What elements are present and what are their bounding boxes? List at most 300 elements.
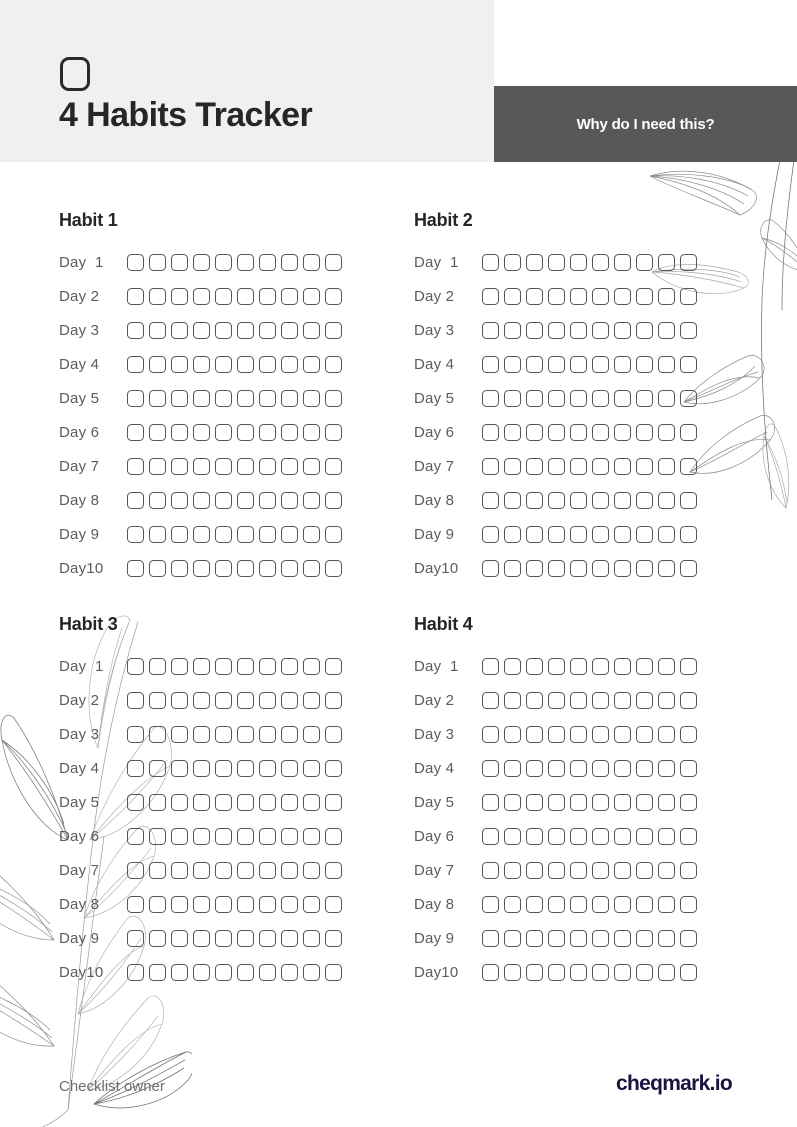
checkbox[interactable] [325, 658, 342, 675]
checkbox[interactable] [680, 390, 697, 407]
checkbox[interactable] [526, 930, 543, 947]
checkbox[interactable] [570, 930, 587, 947]
checkbox[interactable] [193, 458, 210, 475]
checkbox[interactable] [482, 726, 499, 743]
checkbox[interactable] [303, 896, 320, 913]
checkbox[interactable] [215, 492, 232, 509]
checkbox[interactable] [149, 526, 166, 543]
checkbox[interactable] [482, 288, 499, 305]
checkbox[interactable] [193, 424, 210, 441]
checkbox[interactable] [127, 526, 144, 543]
checkbox[interactable] [303, 828, 320, 845]
checkbox[interactable] [548, 794, 565, 811]
checkbox[interactable] [680, 458, 697, 475]
checkbox[interactable] [504, 356, 521, 373]
checkbox[interactable] [526, 692, 543, 709]
checkbox[interactable] [325, 492, 342, 509]
checkbox[interactable] [636, 254, 653, 271]
checkbox[interactable] [127, 760, 144, 777]
checkbox[interactable] [193, 964, 210, 981]
checkbox[interactable] [259, 526, 276, 543]
checkbox[interactable] [303, 658, 320, 675]
checkbox[interactable] [127, 390, 144, 407]
checkbox[interactable] [171, 658, 188, 675]
checkbox[interactable] [237, 726, 254, 743]
checkbox[interactable] [636, 862, 653, 879]
checkbox[interactable] [548, 726, 565, 743]
checkbox[interactable] [570, 658, 587, 675]
checkbox[interactable] [127, 560, 144, 577]
checkbox[interactable] [215, 794, 232, 811]
checkbox[interactable] [504, 322, 521, 339]
checkbox[interactable] [504, 560, 521, 577]
checkbox[interactable] [548, 322, 565, 339]
checkbox[interactable] [193, 760, 210, 777]
checkbox[interactable] [526, 492, 543, 509]
checkbox[interactable] [680, 692, 697, 709]
checkbox[interactable] [325, 930, 342, 947]
checkbox[interactable] [548, 862, 565, 879]
checkbox[interactable] [658, 322, 675, 339]
checkbox[interactable] [482, 492, 499, 509]
checkbox[interactable] [237, 964, 254, 981]
checkbox[interactable] [237, 288, 254, 305]
checkbox[interactable] [325, 760, 342, 777]
checkbox[interactable] [193, 930, 210, 947]
checkbox[interactable] [680, 322, 697, 339]
checkbox[interactable] [482, 760, 499, 777]
checkbox[interactable] [570, 828, 587, 845]
checkbox[interactable] [193, 356, 210, 373]
checkbox[interactable] [570, 458, 587, 475]
checkbox[interactable] [636, 356, 653, 373]
checkbox[interactable] [614, 458, 631, 475]
checkbox[interactable] [303, 492, 320, 509]
checkbox[interactable] [592, 862, 609, 879]
checkbox[interactable] [526, 356, 543, 373]
checkbox[interactable] [171, 828, 188, 845]
checkbox[interactable] [614, 356, 631, 373]
checkbox[interactable] [127, 862, 144, 879]
checkbox[interactable] [680, 526, 697, 543]
checkbox[interactable] [325, 964, 342, 981]
checkbox[interactable] [325, 458, 342, 475]
checkbox[interactable] [237, 896, 254, 913]
checkbox[interactable] [325, 560, 342, 577]
checkbox[interactable] [237, 828, 254, 845]
checkbox[interactable] [325, 862, 342, 879]
checkbox[interactable] [548, 458, 565, 475]
checkbox[interactable] [149, 930, 166, 947]
checkbox[interactable] [193, 828, 210, 845]
checkbox[interactable] [592, 356, 609, 373]
why-do-i-need-this-button[interactable]: Why do I need this? [494, 86, 797, 162]
checkbox[interactable] [215, 692, 232, 709]
checkbox[interactable] [215, 560, 232, 577]
checkbox[interactable] [193, 390, 210, 407]
checkbox[interactable] [127, 794, 144, 811]
checkbox[interactable] [215, 760, 232, 777]
checkbox[interactable] [592, 930, 609, 947]
checkbox[interactable] [526, 658, 543, 675]
checkbox[interactable] [570, 560, 587, 577]
checkbox[interactable] [259, 726, 276, 743]
checkbox[interactable] [680, 424, 697, 441]
checkbox[interactable] [592, 492, 609, 509]
checkbox[interactable] [482, 692, 499, 709]
checkbox[interactable] [504, 288, 521, 305]
checkbox[interactable] [149, 288, 166, 305]
checkbox[interactable] [127, 930, 144, 947]
checkbox[interactable] [614, 560, 631, 577]
checkbox[interactable] [215, 964, 232, 981]
checkbox[interactable] [237, 322, 254, 339]
checkbox[interactable] [215, 828, 232, 845]
checkbox[interactable] [171, 526, 188, 543]
checkbox[interactable] [680, 964, 697, 981]
checkbox[interactable] [149, 726, 166, 743]
checkbox[interactable] [237, 794, 254, 811]
checkbox[interactable] [658, 424, 675, 441]
checkbox[interactable] [171, 862, 188, 879]
checkbox[interactable] [636, 930, 653, 947]
checkbox[interactable] [570, 288, 587, 305]
checkbox[interactable] [636, 526, 653, 543]
checkbox[interactable] [193, 526, 210, 543]
checkbox[interactable] [149, 692, 166, 709]
checkbox[interactable] [325, 254, 342, 271]
checkbox[interactable] [281, 828, 298, 845]
checkbox[interactable] [281, 862, 298, 879]
checkbox[interactable] [636, 828, 653, 845]
checkbox[interactable] [127, 692, 144, 709]
checkbox[interactable] [614, 862, 631, 879]
checkbox[interactable] [281, 560, 298, 577]
checkbox[interactable] [592, 424, 609, 441]
checkbox[interactable] [636, 288, 653, 305]
checkbox[interactable] [171, 254, 188, 271]
checkbox[interactable] [259, 692, 276, 709]
checkbox[interactable] [482, 424, 499, 441]
checkbox[interactable] [614, 288, 631, 305]
checkbox[interactable] [171, 794, 188, 811]
checkbox[interactable] [127, 492, 144, 509]
checkbox[interactable] [570, 322, 587, 339]
checkbox[interactable] [281, 794, 298, 811]
checkbox[interactable] [636, 896, 653, 913]
checkbox[interactable] [482, 356, 499, 373]
checkbox[interactable] [193, 896, 210, 913]
checkbox[interactable] [259, 930, 276, 947]
checkbox[interactable] [237, 862, 254, 879]
checkbox[interactable] [658, 726, 675, 743]
checkbox[interactable] [303, 726, 320, 743]
checkbox[interactable] [658, 254, 675, 271]
checkbox[interactable] [171, 964, 188, 981]
checkbox[interactable] [281, 390, 298, 407]
checkbox[interactable] [614, 424, 631, 441]
checkbox[interactable] [548, 896, 565, 913]
checkbox[interactable] [658, 356, 675, 373]
checkbox[interactable] [303, 930, 320, 947]
checkbox[interactable] [149, 390, 166, 407]
checkbox[interactable] [592, 458, 609, 475]
checkbox[interactable] [526, 288, 543, 305]
checkbox[interactable] [570, 896, 587, 913]
checkbox[interactable] [482, 964, 499, 981]
checkbox[interactable] [171, 458, 188, 475]
checkbox[interactable] [127, 322, 144, 339]
checkbox[interactable] [570, 760, 587, 777]
checkbox[interactable] [614, 254, 631, 271]
checkbox[interactable] [680, 492, 697, 509]
checkbox[interactable] [303, 254, 320, 271]
checkbox[interactable] [215, 930, 232, 947]
checkbox[interactable] [614, 390, 631, 407]
checkbox[interactable] [303, 760, 320, 777]
checkbox[interactable] [149, 322, 166, 339]
checkbox[interactable] [636, 794, 653, 811]
checkbox[interactable] [614, 492, 631, 509]
checkbox[interactable] [237, 760, 254, 777]
checkbox[interactable] [548, 692, 565, 709]
checkbox[interactable] [482, 896, 499, 913]
checkbox[interactable] [215, 390, 232, 407]
checkbox[interactable] [658, 390, 675, 407]
checkbox[interactable] [548, 492, 565, 509]
checkbox[interactable] [281, 658, 298, 675]
checkbox[interactable] [526, 322, 543, 339]
checkbox[interactable] [680, 896, 697, 913]
checkbox[interactable] [658, 896, 675, 913]
checkbox[interactable] [636, 458, 653, 475]
checkbox[interactable] [636, 560, 653, 577]
checkbox[interactable] [592, 560, 609, 577]
checkbox[interactable] [127, 288, 144, 305]
checkbox[interactable] [526, 964, 543, 981]
checkbox[interactable] [614, 322, 631, 339]
checkbox[interactable] [504, 896, 521, 913]
checkbox[interactable] [259, 458, 276, 475]
checkbox[interactable] [237, 458, 254, 475]
checkbox[interactable] [526, 760, 543, 777]
checkbox[interactable] [482, 526, 499, 543]
checkbox[interactable] [193, 658, 210, 675]
checkbox[interactable] [548, 288, 565, 305]
checkbox[interactable] [482, 560, 499, 577]
checkbox[interactable] [526, 424, 543, 441]
checkbox[interactable] [259, 964, 276, 981]
checkbox[interactable] [303, 458, 320, 475]
checkbox[interactable] [149, 356, 166, 373]
checkbox[interactable] [237, 424, 254, 441]
checkbox[interactable] [658, 658, 675, 675]
checkbox[interactable] [171, 560, 188, 577]
checkbox[interactable] [526, 458, 543, 475]
checkbox[interactable] [504, 794, 521, 811]
checkbox[interactable] [127, 356, 144, 373]
checkbox[interactable] [171, 424, 188, 441]
checkbox[interactable] [281, 424, 298, 441]
checkbox[interactable] [548, 356, 565, 373]
checkbox[interactable] [504, 760, 521, 777]
checkbox[interactable] [658, 930, 675, 947]
checkbox[interactable] [614, 726, 631, 743]
checkbox[interactable] [636, 390, 653, 407]
checkbox[interactable] [237, 692, 254, 709]
checkbox[interactable] [658, 964, 675, 981]
checkbox[interactable] [614, 658, 631, 675]
checkbox[interactable] [237, 658, 254, 675]
checkbox[interactable] [504, 492, 521, 509]
checkbox[interactable] [281, 458, 298, 475]
checkbox[interactable] [570, 794, 587, 811]
checkbox[interactable] [171, 390, 188, 407]
checkbox[interactable] [193, 254, 210, 271]
checkbox[interactable] [237, 560, 254, 577]
checkbox[interactable] [303, 692, 320, 709]
checkbox[interactable] [636, 322, 653, 339]
checkbox[interactable] [482, 828, 499, 845]
checkbox[interactable] [548, 930, 565, 947]
checkbox[interactable] [215, 658, 232, 675]
checkbox[interactable] [215, 726, 232, 743]
checkbox[interactable] [259, 560, 276, 577]
checkbox[interactable] [215, 458, 232, 475]
checkbox[interactable] [548, 560, 565, 577]
checkbox[interactable] [171, 930, 188, 947]
checkbox[interactable] [171, 692, 188, 709]
checkbox[interactable] [548, 390, 565, 407]
checkbox[interactable] [171, 492, 188, 509]
checkbox[interactable] [680, 658, 697, 675]
checkbox[interactable] [614, 930, 631, 947]
checkbox[interactable] [149, 760, 166, 777]
checkbox[interactable] [526, 896, 543, 913]
checkbox[interactable] [504, 828, 521, 845]
checkbox[interactable] [482, 862, 499, 879]
checkbox[interactable] [127, 726, 144, 743]
checkbox[interactable] [215, 862, 232, 879]
checkbox[interactable] [149, 896, 166, 913]
checkbox[interactable] [636, 492, 653, 509]
checkbox[interactable] [281, 526, 298, 543]
checkbox[interactable] [504, 658, 521, 675]
checkbox[interactable] [303, 322, 320, 339]
checkbox[interactable] [592, 390, 609, 407]
checkbox[interactable] [636, 964, 653, 981]
checkbox[interactable] [526, 828, 543, 845]
checkbox[interactable] [193, 794, 210, 811]
checkbox[interactable] [149, 828, 166, 845]
checkbox[interactable] [548, 658, 565, 675]
checkbox[interactable] [680, 794, 697, 811]
checkbox[interactable] [592, 828, 609, 845]
checkbox[interactable] [482, 930, 499, 947]
checkbox[interactable] [680, 726, 697, 743]
checkbox[interactable] [325, 896, 342, 913]
checkbox[interactable] [570, 526, 587, 543]
checkbox[interactable] [592, 964, 609, 981]
checkbox[interactable] [570, 424, 587, 441]
checkbox[interactable] [325, 356, 342, 373]
checkbox[interactable] [127, 828, 144, 845]
checkbox[interactable] [570, 726, 587, 743]
checkbox[interactable] [504, 862, 521, 879]
checkbox[interactable] [482, 390, 499, 407]
checkbox[interactable] [592, 794, 609, 811]
checkbox[interactable] [570, 390, 587, 407]
checkbox[interactable] [592, 254, 609, 271]
checkbox[interactable] [171, 896, 188, 913]
checkbox[interactable] [570, 492, 587, 509]
checkbox[interactable] [149, 492, 166, 509]
checkbox[interactable] [215, 322, 232, 339]
checkbox[interactable] [526, 794, 543, 811]
checkbox[interactable] [127, 658, 144, 675]
checkbox[interactable] [325, 726, 342, 743]
checkbox[interactable] [504, 424, 521, 441]
checkbox[interactable] [504, 254, 521, 271]
checkbox[interactable] [658, 526, 675, 543]
checkbox[interactable] [325, 828, 342, 845]
checkbox[interactable] [526, 526, 543, 543]
checkbox[interactable] [237, 254, 254, 271]
checkbox[interactable] [570, 964, 587, 981]
checkbox[interactable] [680, 288, 697, 305]
checkbox[interactable] [215, 356, 232, 373]
checkbox[interactable] [482, 322, 499, 339]
checkbox[interactable] [325, 794, 342, 811]
checkbox[interactable] [149, 424, 166, 441]
checkbox[interactable] [504, 930, 521, 947]
checkbox[interactable] [526, 862, 543, 879]
checkbox[interactable] [303, 390, 320, 407]
checkbox[interactable] [325, 288, 342, 305]
checkbox[interactable] [325, 424, 342, 441]
checkbox[interactable] [259, 288, 276, 305]
checkbox[interactable] [259, 658, 276, 675]
checkbox[interactable] [592, 760, 609, 777]
checkbox[interactable] [548, 424, 565, 441]
checkbox[interactable] [259, 390, 276, 407]
checkbox[interactable] [592, 526, 609, 543]
checkbox[interactable] [526, 560, 543, 577]
checkbox[interactable] [636, 424, 653, 441]
checkbox[interactable] [482, 458, 499, 475]
checkbox[interactable] [504, 726, 521, 743]
checkbox[interactable] [482, 658, 499, 675]
checkbox[interactable] [504, 692, 521, 709]
checkbox[interactable] [149, 964, 166, 981]
checkbox[interactable] [281, 692, 298, 709]
checkbox[interactable] [680, 760, 697, 777]
checkbox[interactable] [281, 964, 298, 981]
checkbox[interactable] [281, 288, 298, 305]
checkbox[interactable] [680, 862, 697, 879]
checkbox[interactable] [614, 526, 631, 543]
checkbox[interactable] [259, 322, 276, 339]
checkbox[interactable] [149, 560, 166, 577]
checkbox[interactable] [127, 424, 144, 441]
checkbox[interactable] [259, 492, 276, 509]
checkbox[interactable] [281, 760, 298, 777]
checkbox[interactable] [237, 356, 254, 373]
checkbox[interactable] [658, 692, 675, 709]
checkbox[interactable] [259, 794, 276, 811]
checkbox[interactable] [281, 322, 298, 339]
checkbox[interactable] [548, 828, 565, 845]
